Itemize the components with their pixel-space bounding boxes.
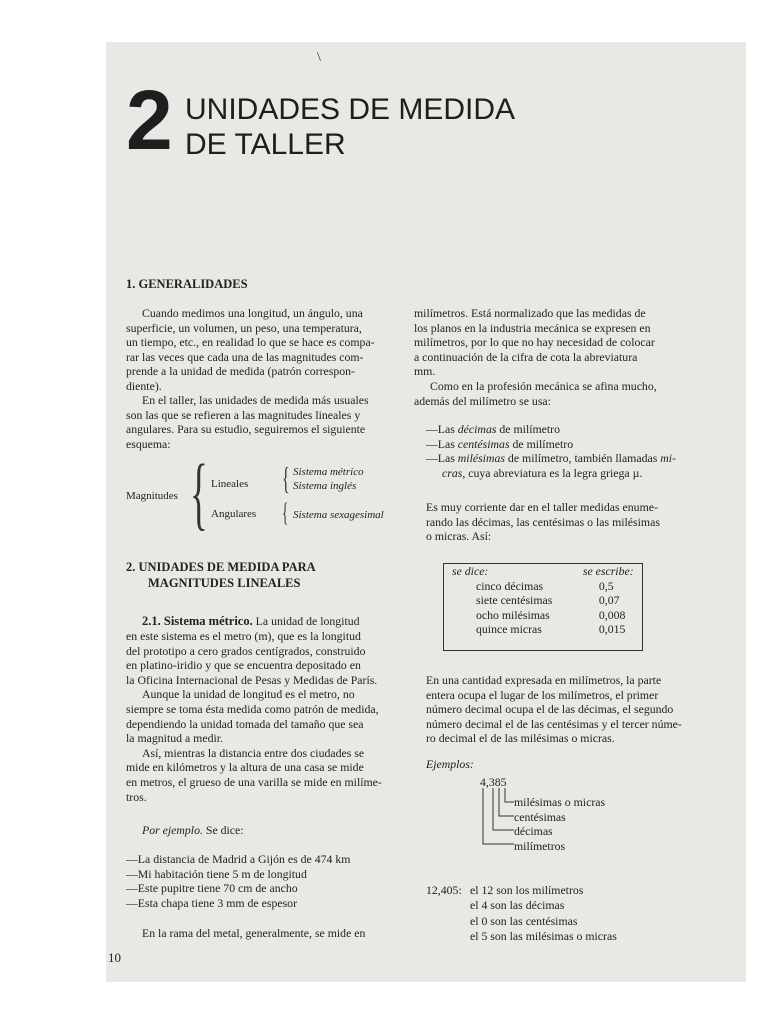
section-1-heading: 1. GENERALIDADES	[126, 277, 248, 291]
text-line: mm.	[414, 364, 436, 379]
right-paragraph-4	[426, 673, 688, 746]
text-line: además del milímetro se usa:	[414, 393, 551, 408]
section-1-paragraph-2	[126, 393, 396, 451]
schema-ingles: Sistema inglés	[293, 480, 357, 492]
text-line: prende a la unidad de medida (patrón correspon-	[126, 364, 355, 379]
text-line: diente).	[126, 378, 162, 393]
text-line: angulares. Para su estudio, seguiremos el siguiente	[126, 422, 366, 437]
list-item: cras, cuya abreviatura es la legra griega µ.	[442, 465, 643, 480]
diagram-labels	[514, 795, 605, 853]
text-line: la magnitud a medir.	[126, 731, 223, 746]
list-item: —Mi habitación tiene 5 m de longitud	[126, 866, 307, 881]
leader-line	[493, 788, 514, 830]
text-line: el 4 son las décimas	[470, 898, 565, 913]
table-cell: quince micras	[476, 622, 542, 637]
list-item: —Este pupitre tiene 70 cm de ancho	[126, 881, 298, 896]
text-line: el 5 son las milésimas o micras	[470, 929, 617, 944]
text-line: son las que se refieren a las magnitudes lineales y	[126, 407, 361, 422]
list-item: —La distancia de Madrid a Gijón es de 474 km	[126, 852, 351, 866]
text-line: ro decimal el de las milésimas o micras.	[426, 731, 615, 746]
chapter-title-line-1: UNIDADES DE MEDIDA	[185, 93, 516, 126]
text-line: el 0 son las centésimas	[470, 913, 578, 928]
section-1-paragraph-1	[126, 306, 396, 394]
right-paragraph-3	[426, 500, 686, 544]
right-paragraph-1	[414, 306, 684, 408]
table-cell: 0,008	[598, 607, 626, 622]
table-row	[444, 622, 642, 637]
por-ejemplo-line	[142, 823, 244, 838]
schema-brace-lineales: {	[282, 460, 290, 496]
text-line: rar las veces que cada una de las magnitudes com-	[126, 349, 364, 364]
schema-angulares: Angulares	[211, 508, 257, 520]
example-2-number: 12,405:	[426, 883, 462, 897]
por-ejemplo-rest: Se dice:	[202, 823, 244, 837]
table-cell: cinco décimas	[476, 578, 544, 593]
table-header-left: se dice:	[452, 564, 489, 578]
text-line: la Oficina Internacional de Pesas y Medidas de París.	[126, 672, 378, 687]
diagram-label: centésimas	[514, 809, 566, 824]
section-2-heading-line-1: 2. UNIDADES DE MEDIDA PARA	[126, 560, 316, 574]
diagram-label: décimas	[514, 824, 553, 838]
top-mark: \	[317, 50, 321, 65]
section-2-1-paragraph	[126, 613, 396, 804]
schema-metrico: Sistema métrico	[293, 466, 364, 478]
text-line: entera ocupa el lugar de los milímetros, el primer	[426, 687, 659, 702]
text-line: del prototipo a cero grados centígrados, construido	[126, 643, 366, 658]
table-row	[444, 608, 642, 623]
section-2-heading	[126, 559, 316, 591]
text-line: milímetros. Está normalizado que las medidas de	[414, 306, 646, 320]
text-line: el 12 son los milímetros	[470, 883, 584, 897]
table-row	[444, 564, 642, 579]
text-line: o micras. Así:	[426, 529, 492, 544]
text-line: dependiendo la unidad tomada del tamaño que sea	[126, 716, 364, 731]
ejemplos-label: Ejemplos:	[426, 757, 474, 771]
example-2-lines	[470, 883, 617, 945]
text-line: siempre se toma ésta medida como patrón de medida,	[126, 701, 379, 716]
text-line: Aunque la unidad de longitud es el metro, no	[142, 687, 355, 702]
text-line: mide en kilómetros y la altura de una casa se mide	[126, 760, 364, 775]
text-line	[126, 613, 396, 629]
text-line: en este sistema es el metro (m), que es la longitud	[126, 629, 361, 643]
text-line: superficie, un volumen, un peso, una temperatura,	[126, 320, 362, 335]
text-line: los planos en la industria mecánica se expresen en	[414, 320, 651, 335]
diagram-label: milésimas o micras	[514, 795, 606, 809]
submultiples-list	[426, 422, 688, 480]
text-line: número decimal ocupa el de las décimas, el segundo	[426, 702, 674, 717]
text-line: esquema:	[126, 436, 171, 451]
dice-table	[444, 564, 642, 637]
text-line: un tiempo, etc., en realidad lo que se hace es compa-	[126, 335, 375, 350]
list-item: —Las milésimas de milímetro, también llamadas mi-	[426, 451, 677, 466]
text-line: rando las décimas, las centésimas o las milésimas	[426, 514, 660, 529]
table-header-right: se escribe:	[582, 564, 634, 578]
text-fragment: La unidad de longitud	[252, 614, 360, 628]
table-cell: siete centésimas	[476, 593, 553, 608]
schema-lineales: Lineales	[211, 478, 249, 490]
left-last-line: En la rama del metal, generalmente, se mide en	[142, 926, 366, 940]
section-2-heading-line-2: MAGNITUDES LINEALES	[148, 576, 301, 590]
diagram-leader-lines	[478, 786, 518, 852]
text-line: número decimal el de las centésimas y el tercer núme-	[426, 716, 682, 731]
text-line: Es muy corriente dar en el taller medidas enume-	[426, 500, 658, 514]
text-line: En el taller, las unidades de medida más usuales	[142, 393, 369, 407]
subsection-title: 2.1. Sistema métrico.	[142, 614, 253, 628]
text-line: en metros, el grueso de una varilla se mide en milíme-	[126, 774, 382, 789]
schema-brace-main: {	[190, 447, 208, 538]
table-cell: ocho milésimas	[476, 607, 550, 622]
text-line: milímetros, por lo que no hay necesidad de colocar	[414, 335, 655, 350]
schema-brace-angulares: {	[282, 498, 289, 527]
chapter-number: 2	[126, 73, 173, 167]
text-line: En una cantidad expresada en milímetros, la parte	[426, 673, 662, 687]
list-item: —Las décimas de milímetro	[426, 422, 561, 436]
leader-line	[505, 788, 514, 802]
chapter-title	[185, 92, 515, 162]
text-line: en platino-iridio y que se encuentra depositado en	[126, 658, 361, 673]
list-item: —Las centésimas de milímetro	[426, 436, 574, 451]
table-row	[444, 593, 642, 608]
schema-root: Magnitudes	[126, 490, 178, 502]
text-line: tros.	[126, 789, 147, 804]
text-line: Como en la profesión mecánica se afina mucho,	[430, 378, 657, 393]
chapter-title-line-2: DE TALLER	[185, 128, 346, 161]
table-cell: 0,5	[598, 578, 614, 593]
schema-sexagesimal: Sistema sexagesimal	[293, 509, 384, 521]
text-line: Cuando medimos una longitud, un ángulo, una	[142, 306, 363, 320]
table-cell: 0,07	[598, 593, 620, 608]
diagram-label: milímetros	[514, 838, 566, 853]
text-line: Así, mientras la distancia entre dos ciudades se	[142, 745, 365, 760]
page-number: 10	[108, 950, 121, 965]
text-line: a continuación de la cifra de cota la abreviatura	[414, 349, 638, 364]
table-row	[444, 579, 642, 594]
diagram-number: 4,385	[480, 775, 507, 789]
table-cell: 0,015	[598, 622, 626, 637]
examples-list	[126, 852, 406, 910]
list-item: —Esta chapa tiene 3 mm de espesor	[126, 895, 297, 910]
por-ejemplo-label: Por ejemplo.	[142, 823, 203, 837]
dice-table-box	[443, 563, 643, 651]
